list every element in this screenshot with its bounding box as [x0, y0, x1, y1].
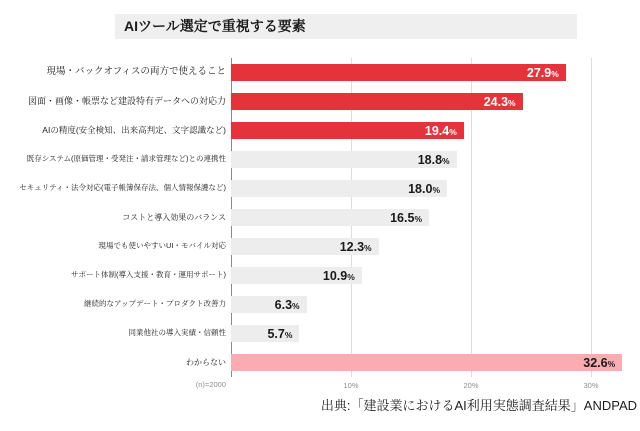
bar-chart	[0, 58, 640, 393]
bar-track	[231, 261, 640, 290]
bar-track	[231, 203, 640, 232]
category-label: 既存システム(原価管理・受発注・請求管理など)との連携性	[26, 154, 226, 164]
bar	[231, 325, 299, 342]
category-label: 図面・画像・帳票など建設特有データへの対応力	[27, 96, 226, 107]
bar-rows	[0, 58, 640, 377]
chart-row	[0, 145, 640, 174]
chart-row	[0, 261, 640, 290]
bar-track	[231, 58, 640, 87]
chart-row	[0, 319, 640, 348]
chart-row	[0, 58, 640, 87]
x-axis-ticks	[231, 380, 640, 393]
bar	[231, 93, 523, 110]
bar	[231, 238, 379, 255]
x-axis	[0, 380, 640, 393]
chart-row	[0, 116, 640, 145]
chart-row	[0, 290, 640, 319]
bar-track	[231, 116, 640, 145]
chart-page	[0, 14, 640, 431]
bar	[231, 296, 307, 313]
bar-track	[231, 232, 640, 261]
chart-title: AIツール選定で重視する要素	[124, 18, 306, 34]
category-label: セキュリティ・法令対応(電子帳簿保存法、個人情報保護など)	[19, 183, 226, 193]
bar-track	[231, 145, 640, 174]
bar-track	[231, 319, 640, 348]
category-label: AIの精度(安全検知、出来高判定、文字認識など)	[42, 124, 226, 135]
bar	[231, 354, 622, 371]
value-label: 6.3%	[274, 297, 300, 312]
value-label: 32.6%	[583, 355, 616, 370]
value-label: 18.0%	[408, 181, 440, 196]
value-label: 19.4%	[424, 123, 457, 138]
sample-size-label: (n)=2000	[195, 380, 226, 389]
value-label: 12.3%	[339, 239, 372, 254]
x-tick-label: 30%	[583, 381, 599, 390]
bar	[231, 64, 566, 81]
source-caption: 出典:「建設業におけるAI利用実態調査結果」ANDPAD	[320, 398, 637, 413]
chart-row	[0, 348, 640, 377]
bar-track	[231, 348, 640, 377]
chart-title-box	[115, 14, 577, 39]
chart-row	[0, 203, 640, 232]
category-label: 現場・バックオフィスの両方で使えること	[46, 66, 226, 78]
chart-row	[0, 232, 640, 261]
value-label: 24.3%	[483, 94, 516, 109]
category-label: コストと導入効果のバランス	[122, 212, 226, 222]
value-label: 16.5%	[390, 210, 422, 225]
bar	[231, 122, 464, 139]
category-label: サポート体制(導入支援・教育・運用サポート)	[71, 270, 226, 280]
chart-row	[0, 174, 640, 203]
bar	[231, 151, 457, 168]
value-label: 18.8%	[417, 152, 450, 167]
bar-track	[231, 174, 640, 203]
bar	[231, 180, 447, 197]
x-tick-label: 20%	[463, 381, 479, 390]
category-label: 継続的なアップデート・プロダクト改善力	[84, 299, 226, 309]
bar-track	[231, 290, 640, 319]
category-label: 現場でも使いやすいUI・モバイル対応	[98, 241, 226, 251]
category-label: 同業他社の導入実績・信頼性	[128, 328, 226, 338]
value-label: 10.9%	[322, 268, 355, 283]
bar	[231, 209, 429, 226]
bar	[231, 267, 362, 284]
value-label: 5.7%	[267, 326, 293, 341]
bar-track	[231, 87, 640, 116]
chart-row	[0, 87, 640, 116]
value-label: 27.9%	[526, 65, 559, 80]
category-label: わからない	[186, 357, 226, 367]
x-tick-label: 10%	[343, 381, 359, 390]
